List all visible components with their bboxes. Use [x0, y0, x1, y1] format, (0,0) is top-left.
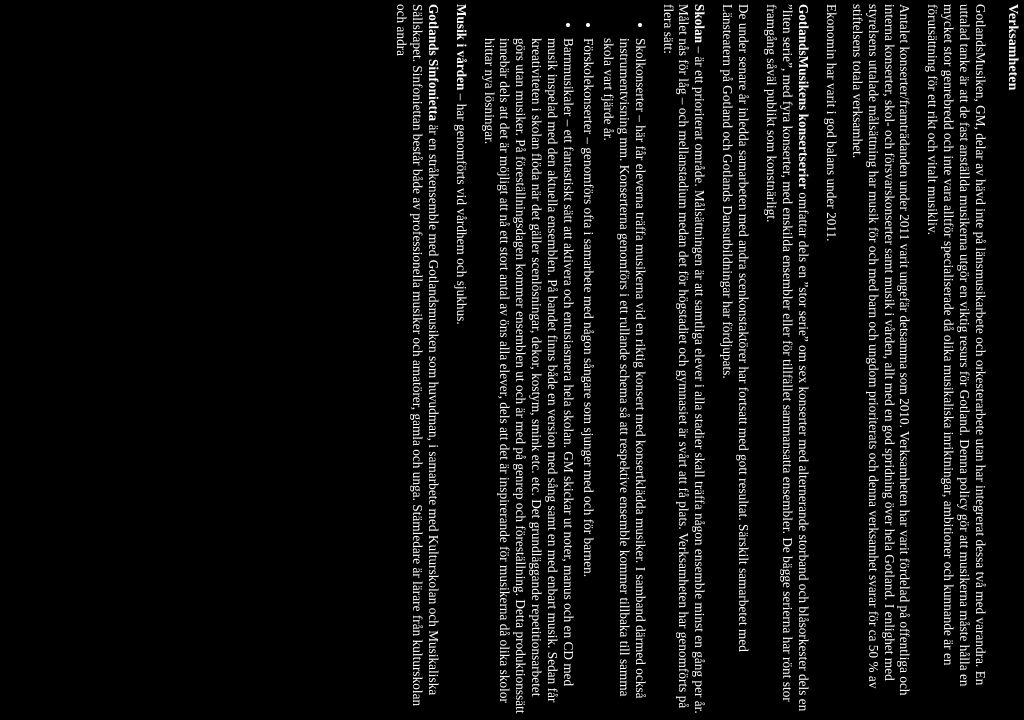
- sinfonietta-text: är en stråkensemble med Gotlandsmusiken som huvudman, i samarbete med Kulturskolan och Musikaliska Sällskapet. Sinfoniettan består både av professionella musiker och amatörer, gamla och unga. Stämledare är lärare från kulturskolan och andra: [393, 4, 441, 707]
- list-item-childrens-musicals: • Barnmusikaler – ett fantastiskt sätt att aktivera och entusiasmera hela skolan. GM skickar ut noter, manus och en CD med musik inspelad med den aktuella ensemblen. På bandet finns både en version med sång samt en med enbart musik. Sedan får kreativiteten i skolan flöda när det gäller scenlösningar, dekor, kostym, smink etc. etc. Det grundläggande repetitionsarbetet görs utan musiker. På föreställningsdagen kommer ensemblen ut och är med på genrep och föreställning. Detta produktionssätt innebär dels att det är möjligt att nå ett stort antal av öns alla elever, dels att det är inspirerande för musikerna då olika skolor hittar nya lösningar.: [481, 38, 576, 716]
- school-paragraph: [660, 4, 708, 716]
- concert-series-label: GotlandsMusikens konsertserier: [795, 4, 811, 190]
- section-heading: Verksamheten: [1005, 4, 1020, 91]
- school-label: Skolan: [692, 4, 708, 44]
- list-item-preschool-concerts: • Förskolekonserter – genomförs ofta i samarbete med någon sångare som sjunger med och för barnen.: [580, 38, 596, 716]
- concert-series-text: omfattar dels en ”stor serie” om sex konserter med alternerande storband och blåsorkester dels en ”liten serie”, med fyra konserter, med enskilda ensembler eller för tillfället sammansatta ensembler. De bägge serierna har rönt stor framgång såväl publikt som konstnärligt.: [764, 4, 811, 712]
- economy-paragraph: Ekonomin har varit i god balans under 2011.: [823, 4, 839, 242]
- care-label: Musik i vården: [453, 4, 469, 91]
- list-item-school-concerts: • Skolkonserter – här får eleverna träffa musikerna vid en riktig konsert med konsertklädda musiker. I samband därmed också instrumentvisning mm. Konserterna genomförs i ett rullande schema så att respektive ensemble kommer tillbaka till samma skola vart fjärde år.: [600, 38, 648, 716]
- document-content: [381, 4, 1020, 716]
- sinfonietta-label: Gotlands Sinfonietta: [425, 4, 441, 122]
- collaboration-paragraph: De under senare år inledda samarbeten med andra scenkonstaktörer har fortsatt med gott resultat. Särskilt samarbetet med Länsteatern på Gotland och Gotlands Dansutbildningar har fördjupats.: [720, 4, 752, 652]
- intro-paragraph: GotlandsMusiken, GM, delar av hävd inte på länsmusikarbete och orkesterarbete utan har integrerat dessa två med varandra. En uttalad tanke är att de fast anställda musikerna utgör en viktig resurs för Gotland. Denna policy gör att musikerna måste hålla en mycket stor genrebredd och inte vara alltför specialiserade då olika musikaliska inriktningar, ambitioner och kunnande är en förutsättning för ett rikt och vitalt musikliv.: [925, 4, 989, 687]
- school-activities-list: [481, 4, 648, 716]
- care-text: – har genomförts vid vårdhem och sjukhus.: [453, 90, 469, 325]
- school-text: – är ett prioriterat område. Målsättningen är att samtliga elever i alla stadier skall träffa någon ensemble minst en gång per år. Målet nås för låg – och mellanstadium medan det för högstadiet och gymnasiet är svårt att få plats. Verksamheten har genomförts på flera sätt:: [660, 4, 708, 714]
- sinfonietta-paragraph: [393, 4, 441, 716]
- concert-series-paragraph: [763, 4, 811, 716]
- care-paragraph: [453, 4, 469, 716]
- concerts-paragraph: Antalet konserter/framträdanden under 2011 varit ungefär detsamma som 2010. Verksamheten har varit fördelad på offentliga och interna konserter, skol- och försvarskonserter samt musik i vården, allt med en god spridning över hela Gotland. I enlighet med styrelsens uttalade målsättning har musik för och med barn och ungdom prioriterats och denna verksamhet svarar för ca 50 % av stiftelsens totala verksamhet.: [849, 4, 913, 696]
